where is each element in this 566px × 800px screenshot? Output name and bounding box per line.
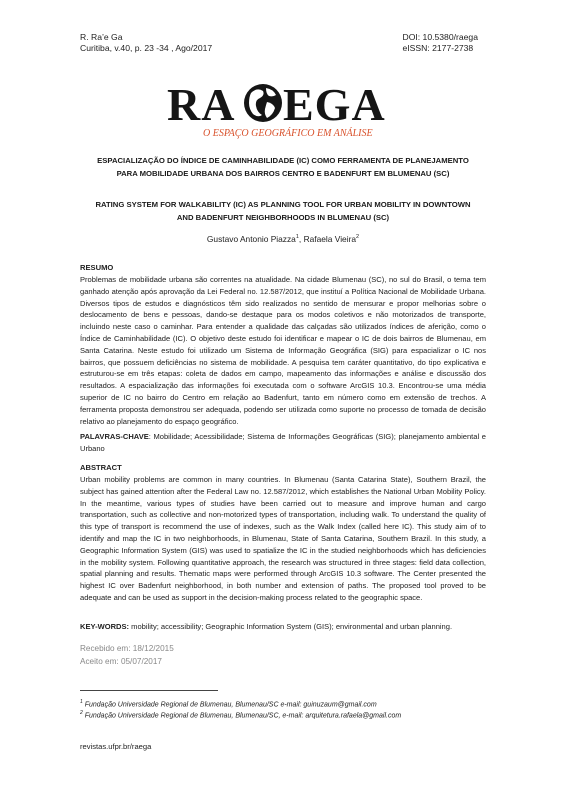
resumo-heading: RESUMO (80, 263, 114, 272)
author-separator: , (298, 234, 304, 244)
abstract-heading: ABSTRACT (80, 463, 122, 472)
keywords (80, 621, 486, 633)
doi-header (403, 32, 479, 54)
resumo-body: Problemas de mobilidade urbana são correntes na atualidade. Na cidade Blumenau (SC), no sul do Brasil, o tema tem ganhado atenção após aprovação da Lei Federal no. 12.587/2012, que instituí a Política Nacional de Mobilidade Urbana. Diversos tipos de estudos e diagnósticos têm sido realizados no sentido de mensurar e propor melhorias sobre o deslocamento de bens e pessoas, dando-se destaque para os modos coletivos e não motorizados de transporte, incluindo neste caso o caminhar. Para entender a qualidade das calçadas são utilizados índices de aferição, como o Índice de Caminhabilidade (IC). O objetivo deste estudo foi identificar e mapear o IC de dois bairros de Blumenau, em Santa Catarina. Neste estudo foi utilizado um Sistema de Informação Geográfica (SIG) para espacializar o IC nos bairros, que possuem deficiências no sistema de mobilidade. A pesquisa tem caráter quantitativo, do tipo explicativa e estruturou-se em três etapas: coleta de dados em campo, mapeamento das informações e análise e discussão dos resultados. A espacialização das informações foi executada com o software ArcGIS 10.3. Encontrou-se uma média superior de IC no bairro do Centro em relação ao Badenfurt, tanto em número como em extensão de trechos. A ferramenta proposta demonstrou ser adequada, podendo ser utilizada como suporte no processo de tomada de decisão relativo ao planejamento do espaço geográfico. (80, 275, 486, 426)
title-portuguese (80, 155, 486, 180)
title-en-line2: AND BADENFURT NEIGHBORHOODS IN BLUMENAU (SC) (176, 212, 390, 222)
journal-logo (165, 76, 400, 142)
logo-tagline: O ESPAÇO GEOGRÁFICO EM ANÁLISE (203, 128, 373, 139)
keywords-label: KEY-WORDS: (80, 622, 130, 631)
journal-header (80, 32, 212, 54)
submission-dates (80, 643, 174, 668)
palavras-chave-label: PALAVRAS-CHAVE (80, 432, 149, 441)
received-date: Recebido em: 18/12/2015 (80, 644, 174, 653)
journal-website[interactable]: revistas.ufpr.br/raega (80, 742, 152, 751)
globe-icon (244, 84, 282, 122)
keywords-text: mobility; accessibility; Geographic Information System (GIS); environmental and urban planning. (129, 622, 453, 631)
journal-name: R. Ra’e Ga (80, 32, 123, 42)
footnote-mark: 1 (80, 699, 83, 705)
footnote-mark: 1 (295, 234, 299, 241)
footnote-mark: 2 (356, 234, 360, 241)
author-name: Gustavo Antonio Piazza (206, 234, 296, 244)
footnote-mark: 2 (80, 710, 83, 716)
logo-wordmark-left: RA (167, 79, 236, 130)
author-list (80, 234, 486, 244)
title-pt-line1: ESPACIALIZAÇÃO DO ÍNDICE DE CAMINHABILIDADE (IC) COMO FERRAMENTA DE PLANEJAMENTO (97, 156, 469, 165)
title-pt-line2: PARA MOBILIDADE URBANA DOS BAIRROS CENTRO E BADENFURT EM BLUMENAU (SC) (116, 168, 450, 178)
footnote-text: Fundação Universidade Regional de Blumenau, Blumenau/SC e-mail: guinuzaum@gmail.com (82, 701, 377, 709)
footnote (80, 708, 486, 721)
author-name: Rafaela Vieira (303, 234, 357, 244)
title-english (80, 199, 486, 224)
abstract-body: Urban mobility problems are common in many countries. In Blumenau (Santa Catarina State), Southern Brazil, the subject has gained attention after the Federal Law no. 12.587/2012, which establishes the National Urban Mobility Policy. In the meantime, various types of studies have been carried out to measure and improve human and cargo transportation, such as collective and non-motorized types of transportation, including walk. To understand the quality of this type of transport is recommend the use of indexes, such as the Walk Index (called here IC). This study aim of to identify and map the IC in two neighborhoods, in Blumenau, State of Santa Catarina, Southern Brazil. In this study, a Geographic Information System (GIS) was used to spatialize the IC in the studied neighborhoods which has deficiencies in the mobility system. Following quantitative approach, the research was structured in three stages: field data collection, spatial planning and results. Thematic maps were performed through ArcGIS 10.3 software. The Center presented the highest IC over Badenfurt neighborhood, in both number and extension of paths. The proposed tool proved to be adequate and can be used as support in the decision-making process related to the geographic space. (80, 475, 486, 602)
palavras-chave-text: : Mobilidade; Acessibilidade; Sistema de Informações Geográficas (SIG); planejamento ambiental e Urbano (80, 432, 486, 453)
title-en-line1: RATING SYSTEM FOR WALKABILITY (IC) AS PLANNING TOOL FOR URBAN MOBILITY IN DOWNTOWN (95, 200, 471, 209)
logo-wordmark-right: EGA (283, 79, 386, 130)
eissn: eISSN: 2177-2738 (402, 43, 474, 53)
footnote-divider (80, 690, 218, 691)
accepted-date: Aceito em: 05/07/2017 (80, 656, 162, 666)
doi: DOI: 10.5380/raega (402, 32, 478, 42)
palavras-chave (80, 431, 486, 455)
footnote-text: Fundação Universidade Regional de Blumenau, Blumenau/SC, e-mail: arquitetura.rafaela@gmail.com (82, 712, 402, 720)
volume-info: Curitiba, v.40, p. 23 -34 , Ago/2017 (80, 43, 213, 53)
